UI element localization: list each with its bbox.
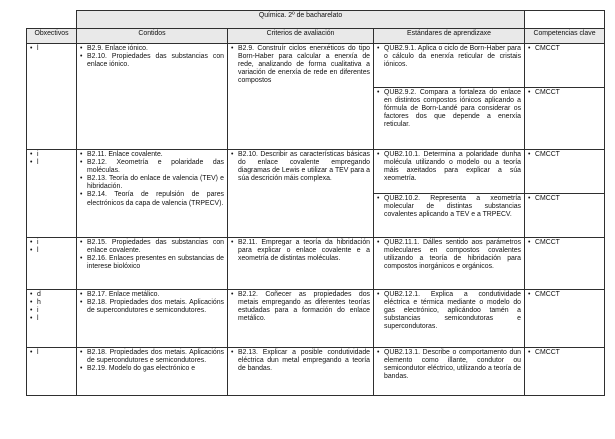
col-header-estandares: Estándares de aprendizaxe xyxy=(374,29,525,44)
estandar-item: • QUB2.9.2. Compara a fortaleza do enlace en distintos compostos iónicos aplicando a fórmula de Born-Landé para considerar os factores dos que depende a enerxía reticular. xyxy=(377,89,522,129)
obxectivo-item: • l xyxy=(30,45,39,52)
criterio-cell xyxy=(228,348,374,396)
criterio-cell xyxy=(228,238,374,290)
estandar-cell xyxy=(374,348,525,396)
obxectivo-item: • l xyxy=(30,349,39,356)
obxectivo-item: • l xyxy=(30,315,39,323)
col-header-contidos: Contidos xyxy=(77,29,228,44)
contido-item: • B2.18. Propiedades dos metais. Aplicacións de supercondutores e semicondutores. xyxy=(80,299,224,315)
competencia-cell xyxy=(525,238,605,290)
criterio-item: • B2.11. Empregar a teoría da hibridación para explicar o enlace covalente e a xeometría de distintas moléculas. xyxy=(231,239,370,263)
competencia-item: • CMCCT xyxy=(528,89,560,96)
competencia-item: • CMCCT xyxy=(528,195,560,202)
contido-item: • B2.12. Xeometría e polaridade das moléculas. xyxy=(80,159,224,175)
obxectivo-item: • d xyxy=(30,291,41,298)
table-title: Química. 2º de bacharelato xyxy=(77,11,525,29)
estandar-cell xyxy=(374,194,525,238)
obxectivos-cell xyxy=(27,238,77,290)
contido-item: • B2.11. Enlace covalente. xyxy=(80,151,163,158)
criterio-item: • B2.10. Describir as características básicas do enlace covalente empregando diagramas de Lewis e utilizar a TEV para a súa descrición máis complexa. xyxy=(231,151,370,183)
competencia-cell xyxy=(525,44,605,88)
table-row xyxy=(27,348,605,396)
contidos-cell xyxy=(77,44,228,150)
criterio-item: • B2.12. Coñecer as propiedades dos metais empregando as diferentes teorías estudadas para a formación do enlace metálico. xyxy=(231,291,370,323)
obxectivo-item: • l xyxy=(30,247,39,255)
obxectivos-cell xyxy=(27,348,77,396)
competencia-item: • CMCCT xyxy=(528,45,560,52)
competencia-cell xyxy=(525,150,605,194)
estandar-cell xyxy=(374,88,525,150)
obxectivos-cell xyxy=(27,44,77,150)
estandar-item: • QUB2.11.1. Dálles sentido aos parámetros moleculares en compostos covalentes utilizando a teoría de hibridación para compostos inorgánicos e orgánicos. xyxy=(377,239,522,271)
contido-item: • B2.17. Enlace metálico. xyxy=(80,291,160,298)
contido-item: • B2.13. Teoría do enlace de valencia (TEV) e hibridación. xyxy=(80,175,224,191)
obxectivos-cell xyxy=(27,290,77,348)
criterio-item: • B2.9. Construír ciclos enerxéticos do tipo Born-Haber para calcular a enerxía de rede, analizando de forma cualitativa a variación de enerxía de rede en diferentes compostos xyxy=(231,45,370,85)
obxectivo-item: • i xyxy=(30,151,39,158)
obxectivo-item: • h xyxy=(30,299,41,307)
obxectivo-item: • i xyxy=(30,307,39,315)
obxectivos-cell xyxy=(27,150,77,238)
contido-item: • B2.16. Enlaces presentes en substancias de interese biolóxico xyxy=(80,255,224,271)
table-row xyxy=(27,150,605,194)
col-header-obxectivos: Obxectivos xyxy=(27,29,77,44)
obxectivo-item: • l xyxy=(30,159,39,167)
contidos-cell xyxy=(77,238,228,290)
estandar-cell xyxy=(374,150,525,194)
col-header-competencias: Competencias clave xyxy=(525,29,605,44)
col-header-criterios: Criterios de avaliación xyxy=(228,29,374,44)
contido-item: • B2.18. Propiedades dos metais. Aplicacións de supercondutores e semicondutores. xyxy=(80,349,224,365)
estandar-cell xyxy=(374,238,525,290)
table-row xyxy=(27,238,605,290)
table-title-blank xyxy=(525,11,605,29)
contido-item: • B2.10. Propiedades das substancias con enlace iónico. xyxy=(80,53,224,69)
estandar-item: • QUB2.12.1. Explica a condutividade eléctrica e térmica mediante o modelo do gas electrónico, aplicándoo tamén a substancias semicondutoras e supercondutoras. xyxy=(377,291,522,331)
criterio-cell xyxy=(228,150,374,238)
contido-item: • B2.19. Modelo do gas electrónico e xyxy=(80,365,196,373)
contido-item: • B2.14. Teoría de repulsión de pares electrónicos da capa de valencia (TRPECV). xyxy=(80,191,224,207)
estandar-cell xyxy=(374,290,525,348)
contido-item: • B2.15. Propiedades das substancias con enlace covalente. xyxy=(80,239,224,255)
curriculum-table xyxy=(26,10,605,396)
estandar-item: • QUB2.10.1. Determina a polaridade dunha molécula utilizando o modelo ou a teoría máis axeitados para explicar a súa xeometría. xyxy=(377,151,522,183)
contido-item: • B2.9. Enlace iónico. xyxy=(80,45,148,52)
table-row xyxy=(27,44,605,88)
contidos-cell xyxy=(77,290,228,348)
criterio-cell xyxy=(228,290,374,348)
contidos-cell xyxy=(77,348,228,396)
obxectivo-item: • i xyxy=(30,239,39,246)
table-row xyxy=(27,290,605,348)
contidos-cell xyxy=(77,150,228,238)
competencia-item: • CMCCT xyxy=(528,349,560,356)
table-corner-blank xyxy=(27,11,77,29)
competencia-cell xyxy=(525,194,605,238)
estandar-item: • QUB2.13.1. Describe o comportamento dun elemento como illante, condutor ou semicondutor eléctrico, utilizando a teoría de bandas. xyxy=(377,349,522,381)
competencia-item: • CMCCT xyxy=(528,239,560,246)
estandar-item: • QUB2.9.1. Aplica o ciclo de Born-Haber para o cálculo da enerxía reticular de cristais iónicos. xyxy=(377,45,522,69)
competencia-item: • CMCCT xyxy=(528,151,560,158)
competencia-cell xyxy=(525,88,605,150)
competencia-cell xyxy=(525,348,605,396)
criterio-cell xyxy=(228,44,374,150)
criterio-item: • B2.13. Explicar a posible condutividade eléctrica dun metal empregando a teoría de bandas. xyxy=(231,349,370,373)
competencia-cell xyxy=(525,290,605,348)
competencia-item: • CMCCT xyxy=(528,291,560,298)
estandar-item: • QUB2.10.2. Representa a xeometría molecular de distintas substancias covalentes aplicando a TEV e a TRPECV. xyxy=(377,195,522,219)
estandar-cell xyxy=(374,44,525,88)
